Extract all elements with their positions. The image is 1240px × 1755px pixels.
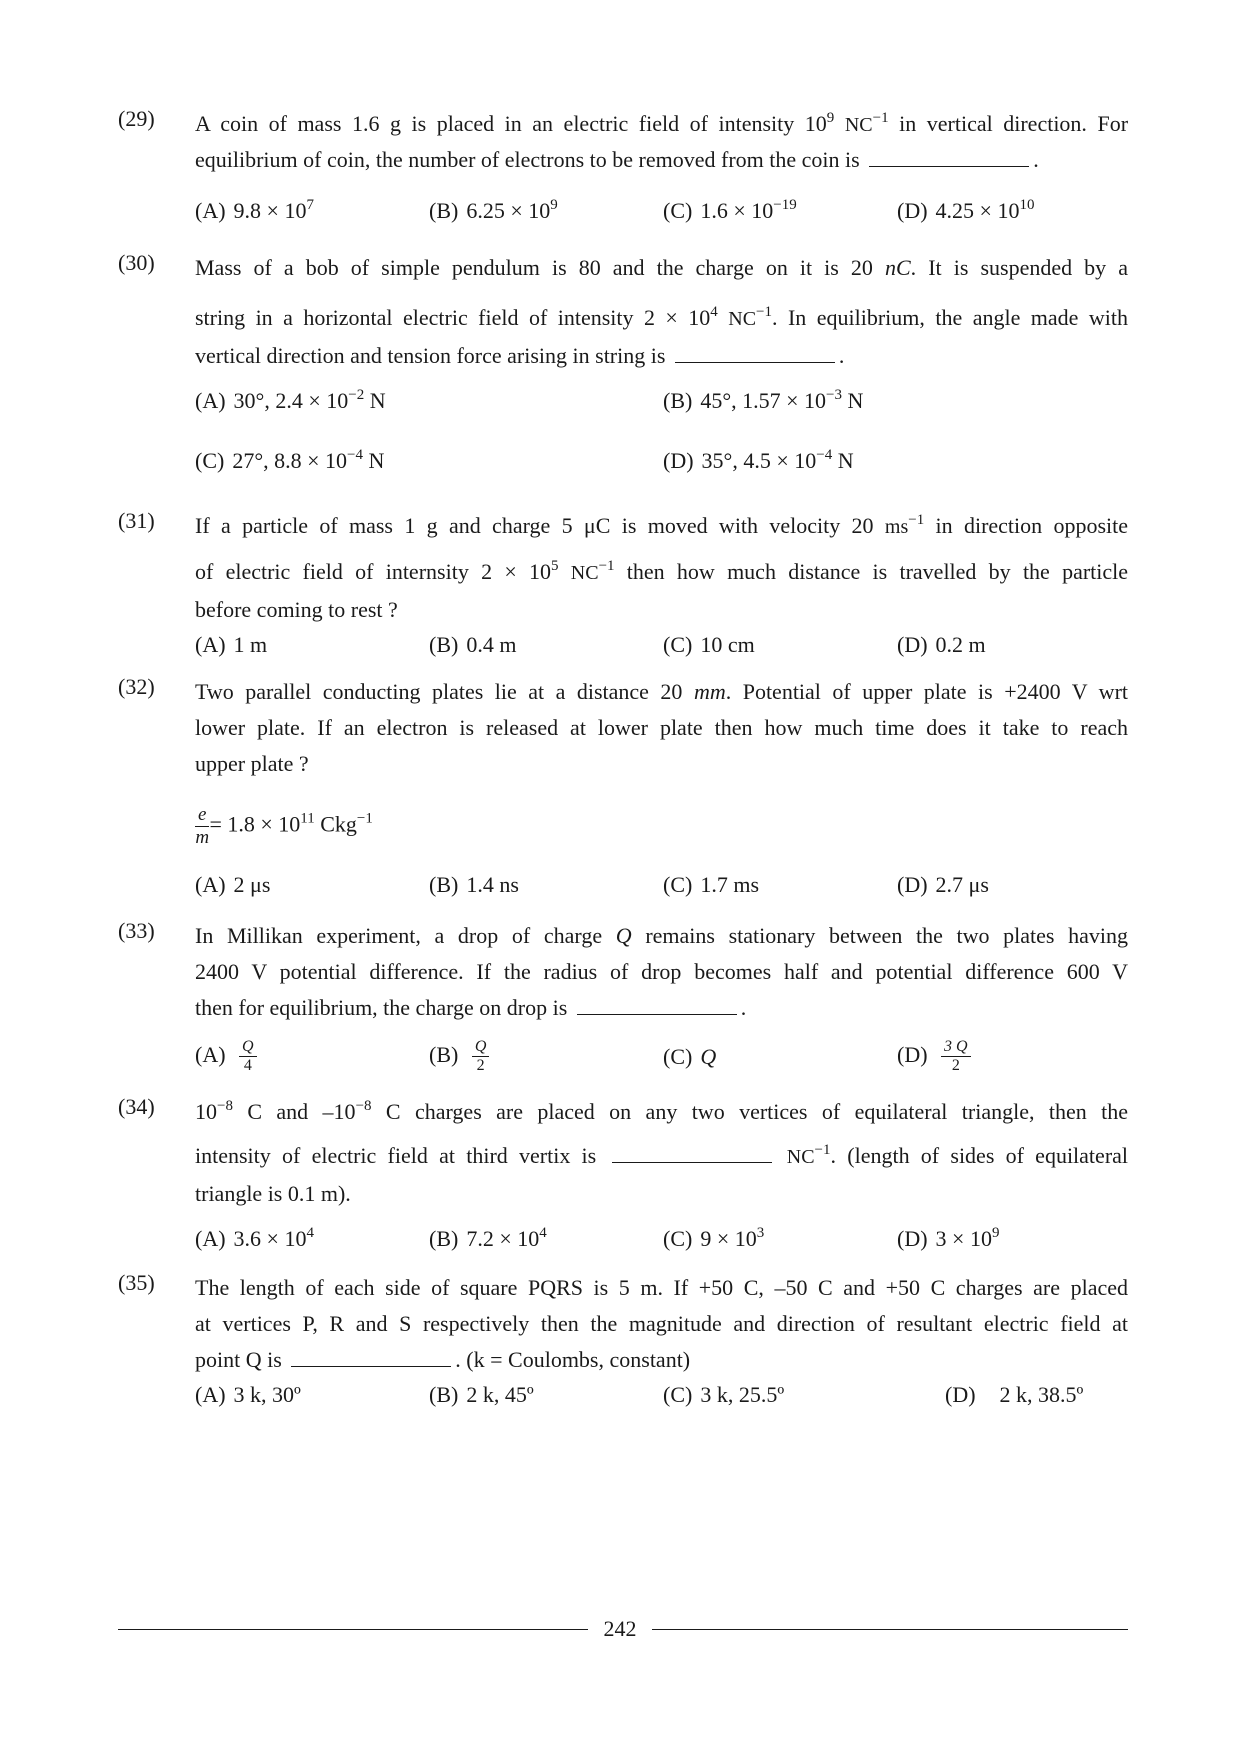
option-d: (D) 2 k, 38.5º bbox=[945, 1382, 1084, 1407]
question-text: A coin of mass 1.6 g is placed in an electric field of intensity $10^9$ $NC^{-1}$ in vertical direction. For equilibrium of coin, the number of electrons to be removed from the coin is . bbox=[195, 110, 1129, 172]
question-text: The length of each side of square PQRS is 5 m. If +50 C, –50 C and +50 C charges are placed at vertices P, R and S respectively then the magnitude and direction of resultant electric field at point Q is . (k = Coulombs, constant) bbox=[195, 1275, 1128, 1372]
option-a: (A) 30°, $2.4 \times 10^{-2}$ N bbox=[195, 387, 386, 413]
footer-rule-left bbox=[118, 1629, 588, 1630]
option-d: (D) $4.25 \times 10^{10}$ bbox=[897, 197, 1035, 223]
option-b: (B) 2 k, 45º bbox=[429, 1382, 534, 1407]
option-a: (A) $9.8 \times 10^7$ bbox=[195, 197, 314, 223]
question-number: (30) bbox=[118, 250, 155, 275]
option-b: (B) $\frac{Q}{2}$ bbox=[429, 1038, 489, 1075]
options bbox=[195, 632, 1128, 668]
option-b: (B) 45°, $1.57 \times 10^{-3}$ N bbox=[663, 387, 864, 413]
option-c: (C) $1.6 \times 10^{-19}$ bbox=[663, 197, 797, 223]
option-d: (D) 0.2 m bbox=[897, 632, 986, 657]
answer-blank bbox=[577, 996, 737, 1015]
given-ratio: $\frac{e}{m}$ = $1.8 \times 10^{11}$ Ckg$^{-1}$ bbox=[195, 804, 373, 848]
options bbox=[195, 1382, 1128, 1418]
option-c: (C) 3 k, 25.5º bbox=[663, 1382, 785, 1407]
answer-blank bbox=[869, 148, 1029, 167]
option-b: (B) $7.2 \times 10^4$ bbox=[429, 1225, 547, 1251]
options bbox=[195, 1038, 1128, 1082]
options bbox=[195, 198, 1128, 234]
question-number: (32) bbox=[118, 674, 155, 699]
question-number: (33) bbox=[118, 918, 155, 943]
option-c: (C) 1.7 ms bbox=[663, 872, 760, 897]
options bbox=[195, 872, 1128, 908]
option-c: (C) $9 \times 10^3$ bbox=[663, 1225, 765, 1251]
option-d: (D) 2.7 μs bbox=[897, 872, 989, 897]
answer-blank bbox=[675, 344, 835, 363]
option-b: (B) $6.25 \times 10^9$ bbox=[429, 197, 558, 223]
footer-rule-right bbox=[652, 1629, 1128, 1630]
option-d: (D) $\frac{3 Q}{2}$ bbox=[897, 1038, 971, 1075]
question-number: (31) bbox=[118, 508, 155, 533]
option-d: (D) 35°, $4.5 \times 10^{-4}$ N bbox=[663, 447, 854, 473]
option-a: (A) 2 μs bbox=[195, 872, 271, 897]
question-number: (29) bbox=[118, 106, 155, 131]
question-number: (35) bbox=[118, 1270, 155, 1295]
question-text: Mass of a bob of simple pendulum is 80 and the charge on it is 20 nC. It is suspended by a string in a horizontal electric field of intensity $2 \times 10^4$ $NC^{-1}$. In equilibrium, the angle made with vertical direction and tension force arising in string is . bbox=[195, 255, 1128, 368]
option-a: (A) $\frac{Q}{4}$ bbox=[195, 1038, 257, 1075]
option-b: (B) 1.4 ns bbox=[429, 872, 519, 897]
options bbox=[195, 388, 1128, 424]
option-c: (C) 27°, $8.8 \times 10^{-4}$ N bbox=[195, 447, 385, 473]
question-text: In Millikan experiment, a drop of charge Q remains stationary between the two plates having 2400 V potential difference. If the radius of drop becomes half and potential difference 600 V then for equilibrium, the charge on drop is . bbox=[195, 923, 1129, 1020]
option-c: (C) 10 cm bbox=[663, 632, 755, 657]
option-d: (D) $3 \times 10^9$ bbox=[897, 1225, 1000, 1251]
question-text: $10^{-8}$ C and $-10^{-8}$ C charges are placed on any two vertices of equilateral triangle, then the intensity of electric field at third vertix is $NC^{-1}$. (length of sides of equilateral triangle is 0.1 m). bbox=[195, 1098, 1129, 1206]
option-c: (C) Q bbox=[663, 1044, 717, 1069]
question-text: Two parallel conducting plates lie at a distance 20 mm. Potential of upper plate is +2400 V wrt lower plate. If an electron is released at lower plate then how much time does it take to reach upper plate ? bbox=[195, 679, 1129, 776]
options-row-2 bbox=[195, 448, 1128, 484]
answer-blank bbox=[612, 1144, 772, 1163]
answer-blank bbox=[291, 1348, 451, 1367]
question-text: If a particle of mass 1 g and charge 5 μC is moved with velocity 20 $ms^{-1}$ in direction opposite of electric field of internsity $2 \times 10^5$ $NC^{-1}$ then how much distance is travelled by the particle before coming to rest ? bbox=[195, 512, 1129, 622]
option-b: (B) 0.4 m bbox=[429, 632, 517, 657]
option-a: (A) $3.6 \times 10^4$ bbox=[195, 1225, 314, 1251]
options bbox=[195, 1226, 1128, 1262]
page-number: 242 bbox=[603, 1616, 637, 1641]
option-a: (A) 3 k, 30º bbox=[195, 1382, 301, 1407]
option-a: (A) 1 m bbox=[195, 632, 268, 657]
question-number: (34) bbox=[118, 1094, 155, 1119]
